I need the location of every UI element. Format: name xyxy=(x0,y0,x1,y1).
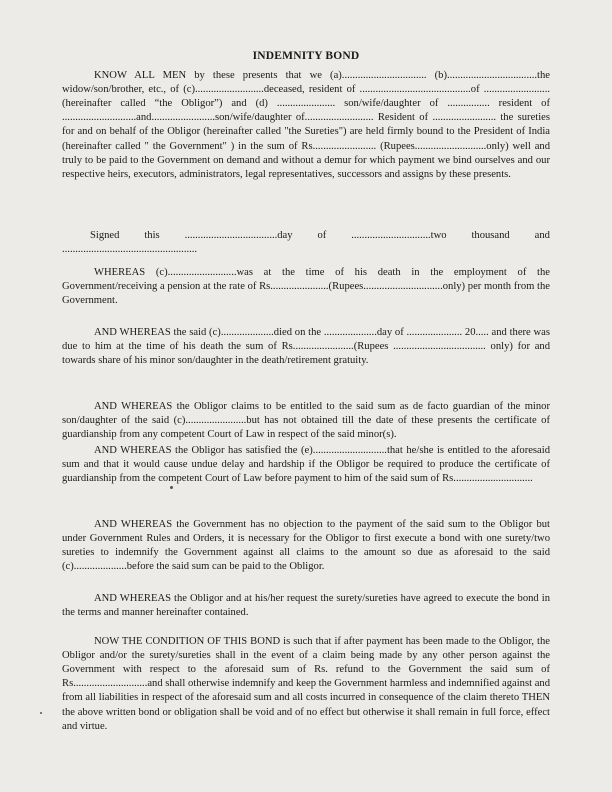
signed-line xyxy=(62,229,550,257)
paragraph-condition: NOW THE CONDITION OF THIS BOND is such that if after payment has been made to the Obligor, the Obligor and/or the surety/sureties shall in the event of a claim being made by any other person against the Government with respect to the aforesaid sum of Rs. refund to the Government the said sum of Rs............................and shall otherwise indemnify and keep the Government harmless and indemnified against and from all liabilities in respect of the aforesaid sum and all costs incurred in consequence of the claim thereto THEN the above written bond or obligation shall be void and of no effect but otherwise it shall remain in full force, effect and virtue. xyxy=(62,635,550,732)
and-word: and xyxy=(534,230,550,241)
document-title: INDEMNITY BOND xyxy=(252,50,360,62)
this-word: this xyxy=(144,230,160,241)
scan-speck xyxy=(40,712,42,714)
paragraph-know-all-men: KNOW ALL MEN by these presents that we (a)................................ (b)..................................the widow/son/brother, etc., of (c)..........................deceased, resident of ..........................................of ......................... (hereinafter called “the Obligor”) and (d) ...................... son/wife/daughter of ................ resident of ............................and........................son/wife/daughter of.......................... Resident of ........................ the sureties for and on behalf of the Obligor (hereinafter called "the Sureties") are held firmly bound to the President of India (hereinafter called " the Government" ) in the sum of Rs........................ (Rupees...........................only) well and truly to be paid to the Government on demand and without a demur for which payment we bind ourselves and our respective heirs, executors, administrators, legal representatives, successors and assigns by these presents. xyxy=(62,69,550,181)
day-blank: ...................................day xyxy=(184,230,293,241)
paragraph-whereas-employment: WHEREAS (c)..........................was at the time of his death in the employment of the Government/receiving a pension at the rate of Rs......................(Rupees..............................only) per month from the Government. xyxy=(62,266,550,306)
paragraph-whereas-satisfied: AND WHEREAS the Obligor has satisfied the (e)............................that he/she is entitled to the aforesaid sum and that it would cause undue delay and hardship if the Obligor be required to produce the certificate of guardianship from the competent Court of Law before payment to him of the said sum of Rs.............................. xyxy=(62,444,550,484)
paragraph-whereas-agreed: AND WHEREAS the Obligor and at his/her request the surety/sureties have agreed to execute the bond in the terms and manner hereinafter contained. xyxy=(62,592,550,618)
year-blank: ..............................two xyxy=(351,230,447,241)
thousand-word: thousand xyxy=(471,230,510,241)
paragraph-whereas-guardian-claim: AND WHEREAS the Obligor claims to be entitled to the said sum as de facto guardian of the minor son/daughter of the said (c).......................but has not obtained till the date of these presents the certificate of guardianship from any competent Court of Law in respect of the said minor(s). xyxy=(62,400,550,440)
scan-speck xyxy=(170,486,173,489)
signed-tail-blank: ................................................... xyxy=(62,244,198,256)
paragraph-whereas-died: AND WHEREAS the said (c)....................died on the ....................day of ..................... 20..... and there was due to him at the time of his death the sum of Rs.......................(Rupees ................................... only) for and towards share of his minor son/daughter in the death/retirement gratuity. xyxy=(62,326,550,366)
of-word: of xyxy=(317,230,327,241)
paragraph-whereas-no-objection: AND WHEREAS the Government has no objection to the payment of the said sum to the Obligor but under Government Rules and Orders, it is necessary for the Obligor to first execute a bond with one surety/two sureties to indemnify the Government against all claims to the amount so due as aforesaid to the said (c)....................before the said sum can be paid to the Obligor. xyxy=(62,518,550,573)
signed-word: Signed xyxy=(90,230,120,241)
